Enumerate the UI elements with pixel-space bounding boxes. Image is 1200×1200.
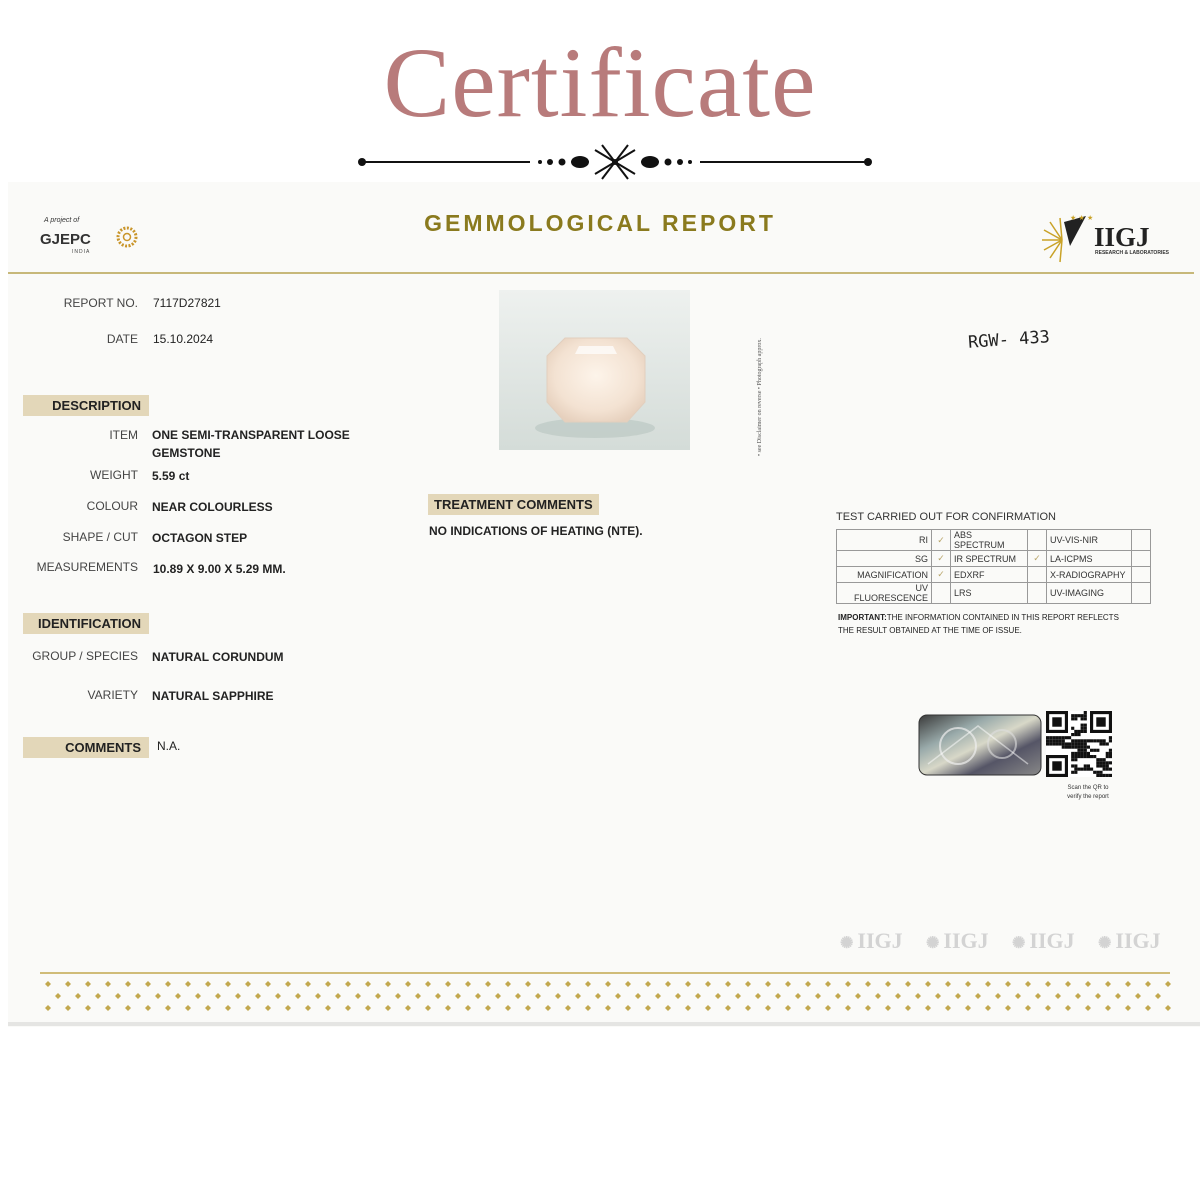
report-heading: GEMMOLOGICAL REPORT [424, 210, 776, 236]
group-species-label: GROUP / SPECIES [32, 649, 138, 663]
test-right-label: UV-VIS-NIR [1047, 530, 1132, 551]
scan-note-line2: verify the report [1067, 794, 1109, 800]
identification-heading: IDENTIFICATION [23, 613, 149, 634]
variety-value: NATURAL SAPPHIRE [152, 689, 274, 703]
tests-row [837, 583, 1151, 604]
check-icon [1132, 567, 1151, 583]
test-mid-label: LRS [951, 583, 1028, 604]
shape-value: OCTAGON STEP [152, 531, 248, 545]
gjepc-name: GJEPC [40, 231, 91, 248]
measurements-value: 10.89 X 9.00 X 5.29 MM. [153, 562, 286, 576]
check-icon [1132, 551, 1151, 567]
measurements-label: MEASUREMENTS [36, 560, 138, 574]
test-right-label: UV-IMAGING [1047, 583, 1132, 604]
important-note [838, 611, 1128, 637]
weight-label: WEIGHT [90, 468, 138, 482]
treatment-value: NO INDICATIONS OF HEATING (NTE). [429, 524, 643, 538]
colour-value: NEAR COLOURLESS [152, 500, 273, 514]
treatment-heading: TREATMENT COMMENTS [428, 494, 599, 515]
sheet-bottom-edge [8, 1022, 1200, 1026]
scan-note-line1: Scan the QR to [1067, 785, 1109, 791]
test-left-label: RI [837, 530, 932, 551]
description-heading: DESCRIPTION [23, 395, 149, 416]
check-icon [1028, 583, 1047, 604]
date-label: DATE [106, 332, 138, 346]
ornament-divider [355, 142, 875, 182]
test-right-label: X-RADIOGRAPHY [1047, 567, 1132, 583]
colour-label: COLOUR [86, 499, 138, 513]
test-right-label: LA-ICPMS [1047, 551, 1132, 567]
watermark-3: ✺ IIGJ [1012, 928, 1075, 953]
check-icon [1028, 567, 1047, 583]
important-label: IMPORTANT: [838, 613, 887, 622]
item-value-line2: GEMSTONE [152, 446, 221, 460]
important-text: THE INFORMATION CONTAINED IN THIS REPORT REFLECTS THE RESULT OBTAINED AT THE TIME OF ISSUE. [838, 613, 1119, 635]
watermark-4: ✺ IIGJ [1098, 928, 1161, 953]
group-species-value: NATURAL CORUNDUM [152, 650, 284, 664]
watermark-strip [840, 928, 1175, 958]
page-title: Certificate [383, 27, 817, 138]
test-left-label: MAGNIFICATION [837, 567, 932, 583]
test-mid-label: IR SPECTRUM [951, 551, 1028, 567]
date-value: 15.10.2024 [153, 332, 214, 346]
weight-value: 5.59 ct [152, 469, 190, 483]
handwritten-code: RGW- 433 [967, 327, 1051, 353]
check-icon: ✓ [932, 530, 951, 551]
comments-heading: COMMENTS [23, 737, 149, 758]
check-icon [1132, 583, 1151, 604]
scan-note [1056, 784, 1120, 802]
iigj-name: IIGJ [1094, 222, 1150, 252]
item-label: ITEM [109, 428, 138, 442]
iigj-subtitle: RESEARCH & LABORATORIES [1095, 250, 1169, 256]
test-mid-label: EDXRF [951, 567, 1028, 583]
shape-label: SHAPE / CUT [62, 530, 138, 544]
photo-disclaimer-text: • see Disclaimer on reverse • Photograph approx. [757, 338, 763, 456]
gjepc-country: INDIA [72, 249, 91, 255]
test-mid-label: ABS SPECTRUM [951, 530, 1028, 551]
svg-text:★ ★ ★: ★ ★ ★ [1070, 214, 1094, 222]
decorative-border [40, 970, 1170, 1016]
report-no-label: REPORT NO. [63, 296, 138, 310]
check-icon [932, 583, 951, 604]
test-left-label: UV FLUORESCENCE [837, 583, 932, 604]
iigj-emblem-icon [1040, 212, 1094, 264]
check-icon: ✓ [932, 551, 951, 567]
gjepc-project-label: A project of [44, 217, 80, 224]
check-icon: ✓ [932, 567, 951, 583]
gemstone-photo [499, 290, 690, 450]
item-value-line1: ONE SEMI-TRANSPARENT LOOSE [152, 428, 350, 442]
watermark-2: ✺ IIGJ [926, 928, 989, 953]
tests-row [837, 551, 1151, 567]
check-icon [1028, 530, 1047, 551]
tests-title: TEST CARRIED OUT FOR CONFIRMATION [836, 511, 1057, 523]
verification-qr-code[interactable] [1046, 711, 1112, 777]
report-no-value: 7117D27821 [153, 296, 221, 310]
watermark-1: ✺ IIGJ [840, 928, 903, 953]
variety-label: VARIETY [87, 688, 138, 702]
check-icon [1132, 530, 1151, 551]
photo-disclaimer [753, 290, 769, 460]
check-icon: ✓ [1028, 551, 1047, 567]
tests-table [836, 529, 1151, 604]
comments-value: N.A. [157, 739, 181, 753]
hologram-seal [918, 714, 1042, 776]
test-left-label: SG [837, 551, 932, 567]
tests-row [837, 567, 1151, 583]
header-rule [8, 272, 1194, 274]
tests-row [837, 530, 1151, 551]
